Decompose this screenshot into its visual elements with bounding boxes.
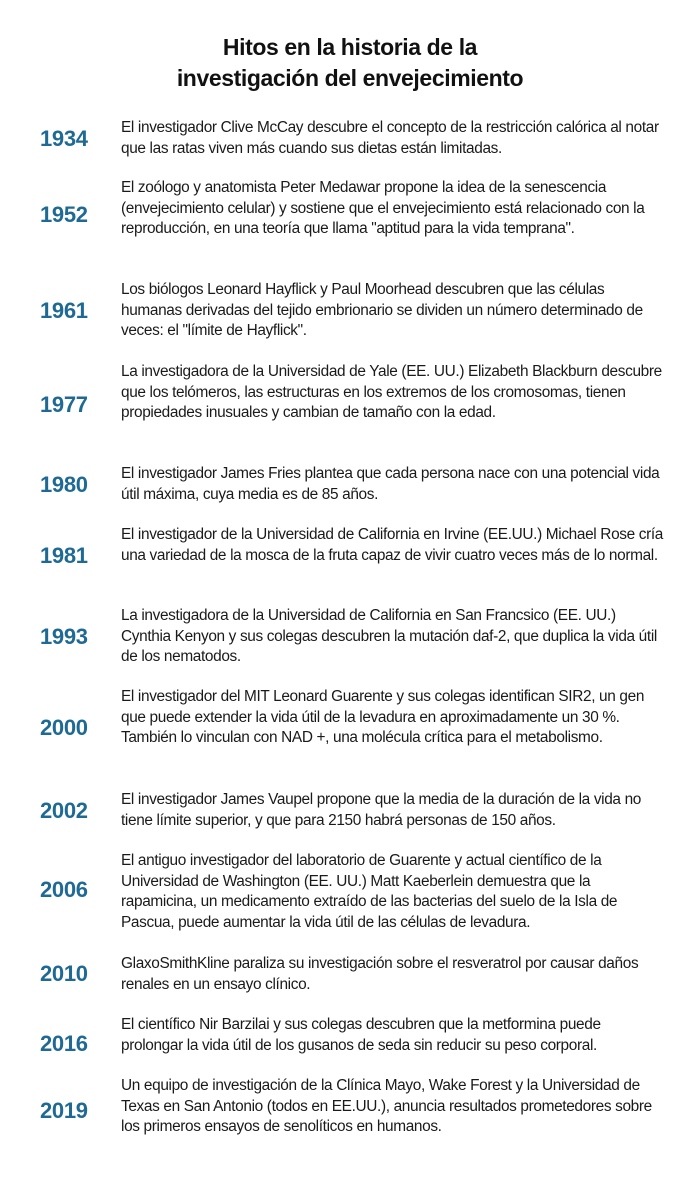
event-year: 2006 — [40, 877, 88, 902]
event-description: El investigador Clive McCay descubre el concepto de la restricción calórica al notar que las ratas viven más cuando sus dietas están limitadas. — [121, 119, 659, 157]
event-description: Los biólogos Leonard Hayflick y Paul Moorhead descubren que las células humanas derivadas del tejido embrionario se dividen un número determinado de veces: el "límite de Hayflick". — [121, 281, 643, 339]
event-year: 1952 — [40, 202, 88, 227]
event-year: 1981 — [40, 543, 88, 568]
event-year: 1993 — [40, 624, 88, 649]
event-year: 1934 — [40, 126, 88, 151]
event-description: El investigador del MIT Leonard Guarente y sus colegas identifican SIR2, un gen que puede extender la vida útil de la levadura en aproximadamente un 30 %. También lo vinculan con NAD +, una molécula crítica para el metabolismo. — [121, 688, 645, 746]
event-description: El zoólogo y anatomista Peter Medawar propone la idea de la senescencia (envejecimiento celular) y sostiene que el envejecimiento está relacionado con la reproducción, en una teoría que llama "aptitud para la vida temprana". — [121, 179, 645, 237]
event-description: El investigador de la Universidad de California en Irvine (EE.UU.) Michael Rose cría una variedad de la mosca de la fruta capaz de vivir cuatro veces más de lo normal. — [121, 526, 664, 564]
event-year: 2019 — [40, 1098, 88, 1123]
event-description: La investigadora de la Universidad de California en San Francsico (EE. UU.) Cynthia Kenyon y sus colegas descubren la mutación daf-2, que duplica la vida útil de los nematodos. — [121, 607, 657, 665]
event-year: 2010 — [40, 961, 88, 986]
title-line-2: investigación del envejecimiento — [176, 65, 524, 91]
event-description: El investigador James Fries plantea que cada persona nace con una potencial vida útil máxima, cuya media es de 85 años. — [121, 465, 660, 503]
event-description: Un equipo de investigación de la Clínica Mayo, Wake Forest y la Universidad de Texas en San Antonio (todos en EE.UU.), anuncia resultados prometedores sobre los primeros ensayos de senolíticos en humanos. — [121, 1077, 652, 1135]
page-title — [0, 32, 700, 94]
event-year: 1961 — [40, 298, 88, 323]
event-year: 2002 — [40, 798, 88, 823]
event-description: El científico Nir Barzilai y sus colegas descubren que la metformina puede prolongar la vida útil de los gusanos de seda sin reducir su peso corporal. — [121, 1016, 601, 1054]
event-description: La investigadora de la Universidad de Yale (EE. UU.) Elizabeth Blackburn descubre que los telómeros, las estructuras en los extremos de los cromosomas, tienen propiedades inusuales y cambian de tamaño con la edad. — [121, 363, 662, 421]
event-year: 2000 — [40, 715, 88, 740]
event-description: GlaxoSmithKline paraliza su investigación sobre el resveratrol por causar daños renales en un ensayo clínico. — [121, 955, 639, 993]
event-year: 1980 — [40, 472, 88, 497]
event-description: El investigador James Vaupel propone que la media de la duración de la vida no tiene límite superior, y que para 2150 habrá personas de 150 años. — [121, 791, 641, 829]
event-year: 1977 — [40, 392, 88, 417]
event-description: El antiguo investigador del laboratorio de Guarente y actual científico de la Universidad de Washington (EE. UU.) Matt Kaeberlein demuestra que la rapamicina, un medicamento extraído de las bacterias del suelo de la Isla de Pascua, puede aumentar la vida útil de las células de levadura. — [121, 852, 618, 931]
title-line-1: Hitos en la historia de la — [222, 34, 478, 60]
event-year: 2016 — [40, 1031, 88, 1056]
